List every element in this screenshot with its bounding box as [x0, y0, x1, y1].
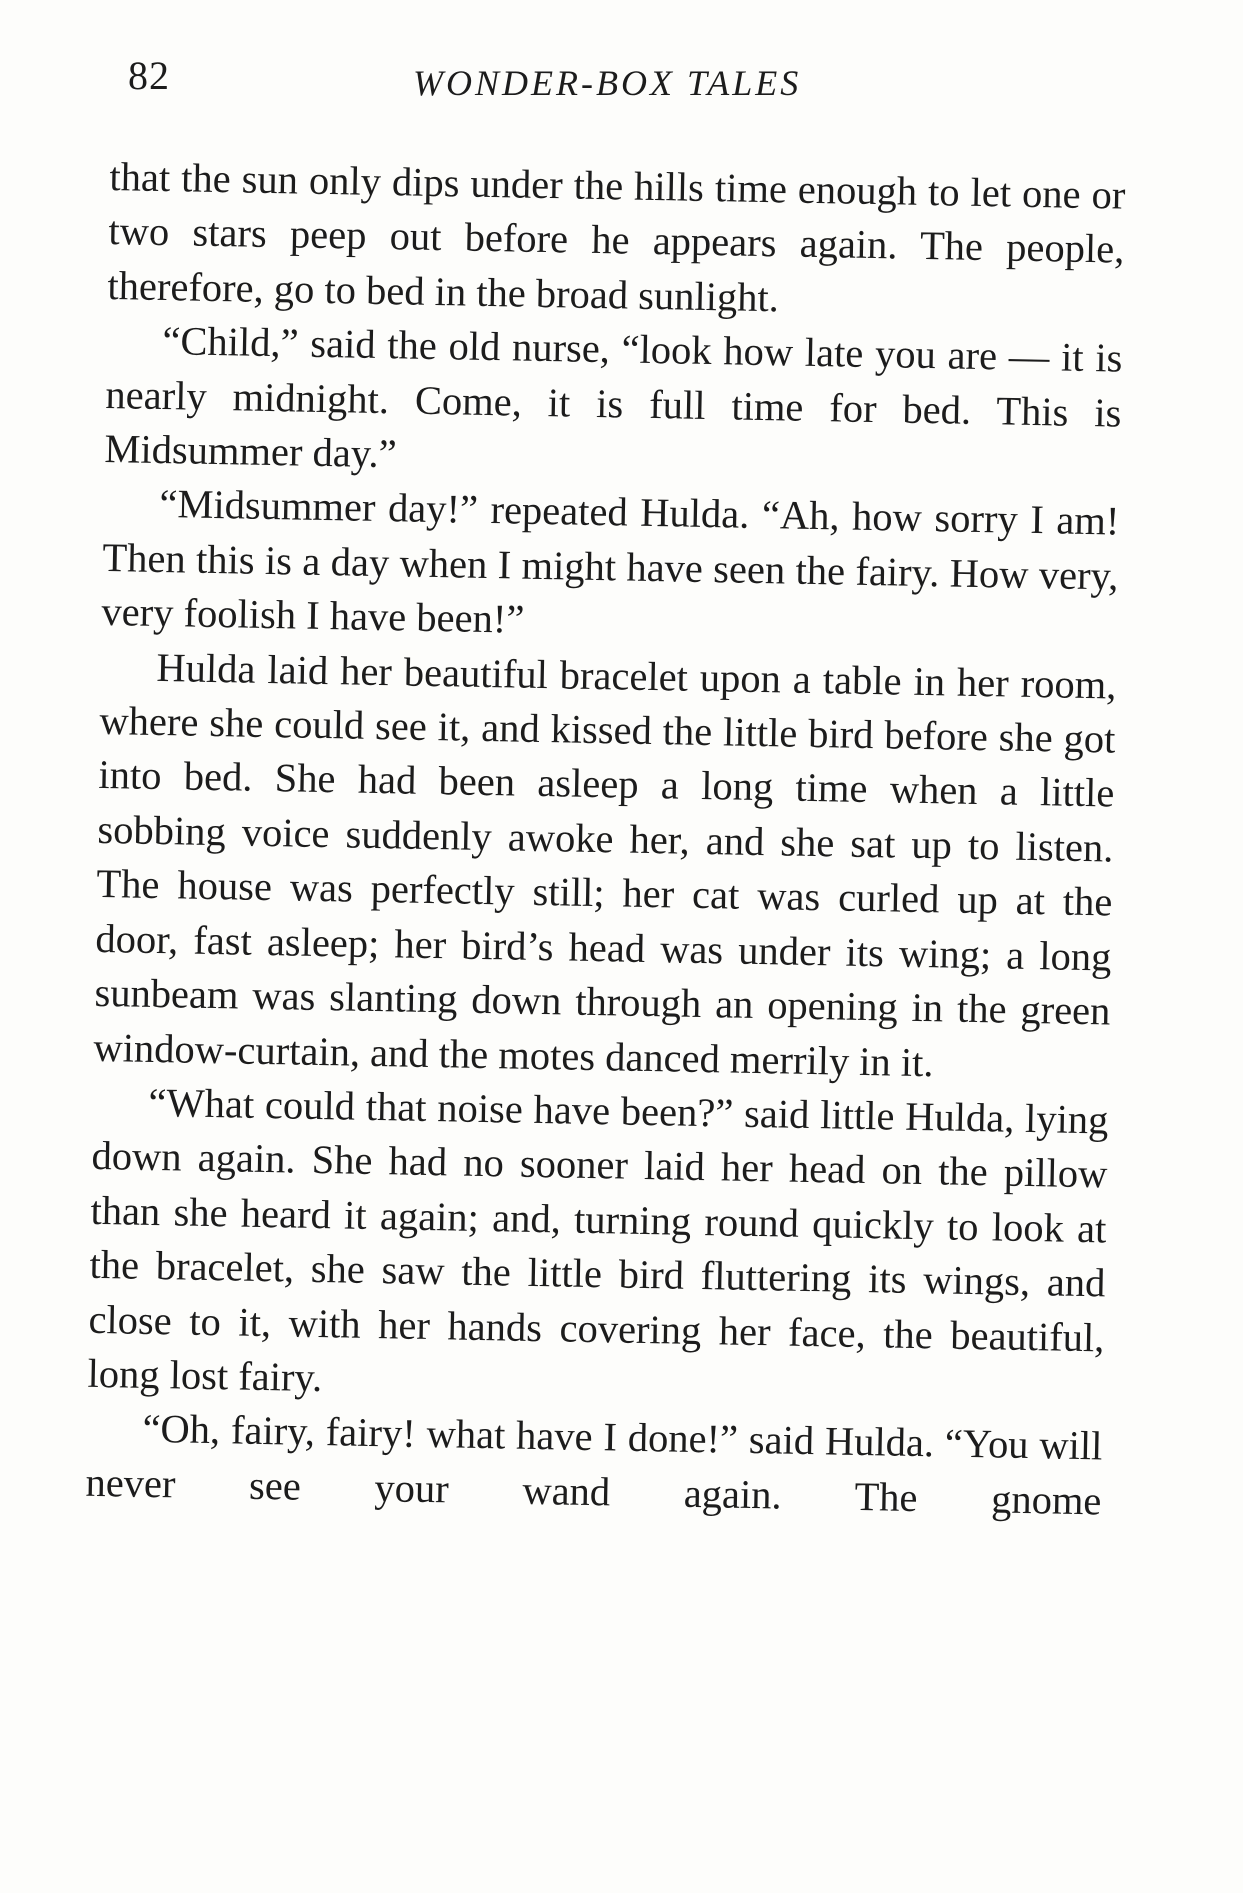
- body-text: [85, 150, 1126, 1529]
- paragraph-bracelet-bedroom: Hulda laid her beautiful bracelet upon a table in her room, where she could see it, and kissed the little bird before she got into bed. She had been asleep a long time when a little sobbing voice suddenly awoke her, and she sat up to listen. The house was perfectly still; her cat was curled up at the door, fast asleep; her bird’s head was under its wing; a long sunbeam was slanting down through an opening in the green window-curtain, and the motes danced merrily in it.: [93, 644, 1117, 1085]
- page-header: [128, 52, 1128, 112]
- page-number: 82: [128, 53, 170, 98]
- paragraph-hulda-midsummer: “Midsummer day!” repeated Hulda. “Ah, how sorry I am! Then this is a day when I might have seen the fairy. How very, very foolish I have been!”: [101, 481, 1120, 642]
- running-title: WONDER-BOX TALES: [413, 63, 802, 103]
- paragraph-oh-fairy: “Oh, fairy, fairy! what have I done!” said Hulda. “You will never see your wand again. The gnome: [85, 1406, 1103, 1524]
- paragraph-nurse-speech: “Child,” said the old nurse, “look how late you are — it is nearly midnight. Come, it is full time for bed. This is Midsummer day.”: [104, 318, 1123, 477]
- paragraph-noise-fairy: “What could that noise have been?” said little Hulda, lying down again. She had no sooner laid her head on the pillow than she heard it again; and, turning round quickly to look at the bracelet, she saw the little bird fluttering its wings, and close to it, with her hands covering her face, the beautiful, long lost fairy.: [87, 1079, 1109, 1401]
- paragraph-continued: that the sun only dips under the hills time enough to let one or two stars peep out before he appears again. The people, therefore, go to bed in the broad sunlight.: [107, 153, 1126, 321]
